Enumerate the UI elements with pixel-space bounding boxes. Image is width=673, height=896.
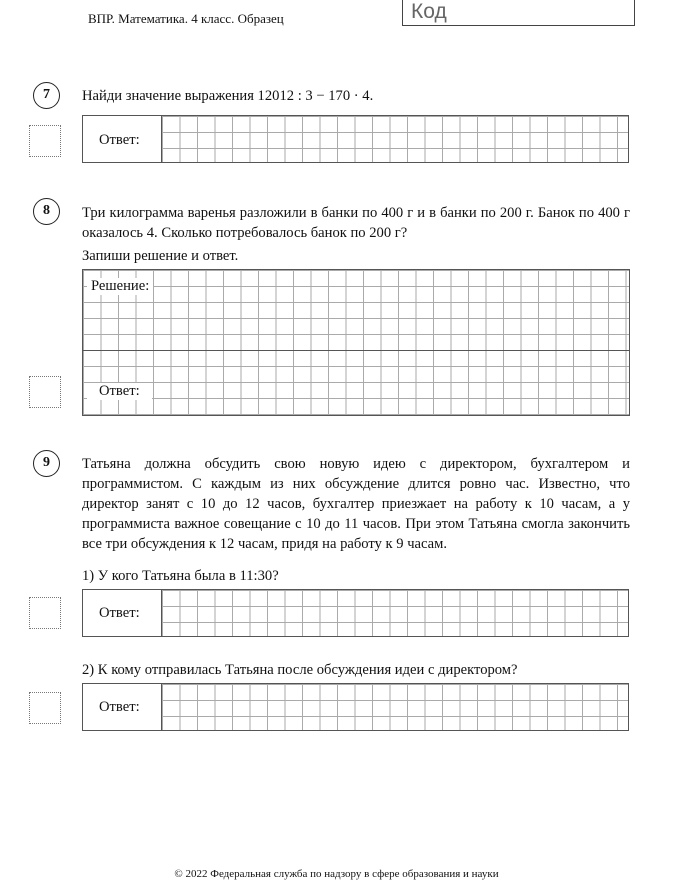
task-8-solution-label: Решение: <box>87 278 153 295</box>
task-8-instruction: Запиши решение и ответ. <box>82 248 239 264</box>
task-9-sub-2-text: 2) К кому отправилась Татьяна после обсуждения идеи с директором? <box>82 662 518 678</box>
task-9-sub-1-answer-grid[interactable] <box>161 589 629 637</box>
task-7-text: Найди значение выражения 12012 : 3 − 170 · 4. <box>82 88 374 104</box>
task-9-sub-1-answer-label: Ответ: <box>99 605 140 621</box>
task-8-solution-grid[interactable] <box>82 269 630 416</box>
footer-copyright: © 2022 Федеральная служба по надзору в сфере образования и науки <box>174 868 499 880</box>
task-9-sub-2-score-box <box>29 692 61 724</box>
task-9-sub-2-answer-label: Ответ: <box>99 699 140 715</box>
task-7-answer-area[interactable] <box>82 115 628 163</box>
task-9-number: 9 <box>33 450 60 477</box>
task-8-score-box <box>29 376 61 408</box>
task-9-sub-1-text: 1) У кого Татьяна была в 11:30? <box>82 568 279 584</box>
task-9-sub-2-answer-area[interactable] <box>82 683 628 731</box>
task-8-answer-label: Ответ: <box>87 383 152 400</box>
task-9-sub-1-answer-area[interactable] <box>82 589 628 637</box>
task-7-number: 7 <box>33 82 60 109</box>
task-8-number: 8 <box>33 198 60 225</box>
task-7-answer-label: Ответ: <box>99 132 140 148</box>
page-header-title: ВПР. Математика. 4 класс. Образец <box>88 11 284 26</box>
solution-answer-divider <box>83 350 629 351</box>
task-9-sub-2-answer-grid[interactable] <box>161 683 629 731</box>
task-8-text: Три килограмма варенья разложили в банки по 400 г и в банки по 200 г. Банок по 400 г оказалось 4. Сколько потребовалось банок по 200 г? <box>82 205 630 241</box>
task-7-score-box <box>29 125 61 157</box>
task-9-sub-1-score-box <box>29 597 61 629</box>
task-7-answer-grid[interactable] <box>161 115 629 163</box>
code-field[interactable]: Код <box>402 0 635 26</box>
task-9-text: Татьяна должна обсудить свою новую идею с директором, бухгалтером и программистом. С каждым из них обсуждение длится ровно час. Известно, что директор занят с 10 до 12 часов, бухгалтер приезжает на работу к 10 часам, а у программиста важное совещание с 10 до 11 часов. При этом Татьяна смогла закончить все три обсуждения к 12 часам, придя на работу к 9 часам. <box>82 456 630 552</box>
